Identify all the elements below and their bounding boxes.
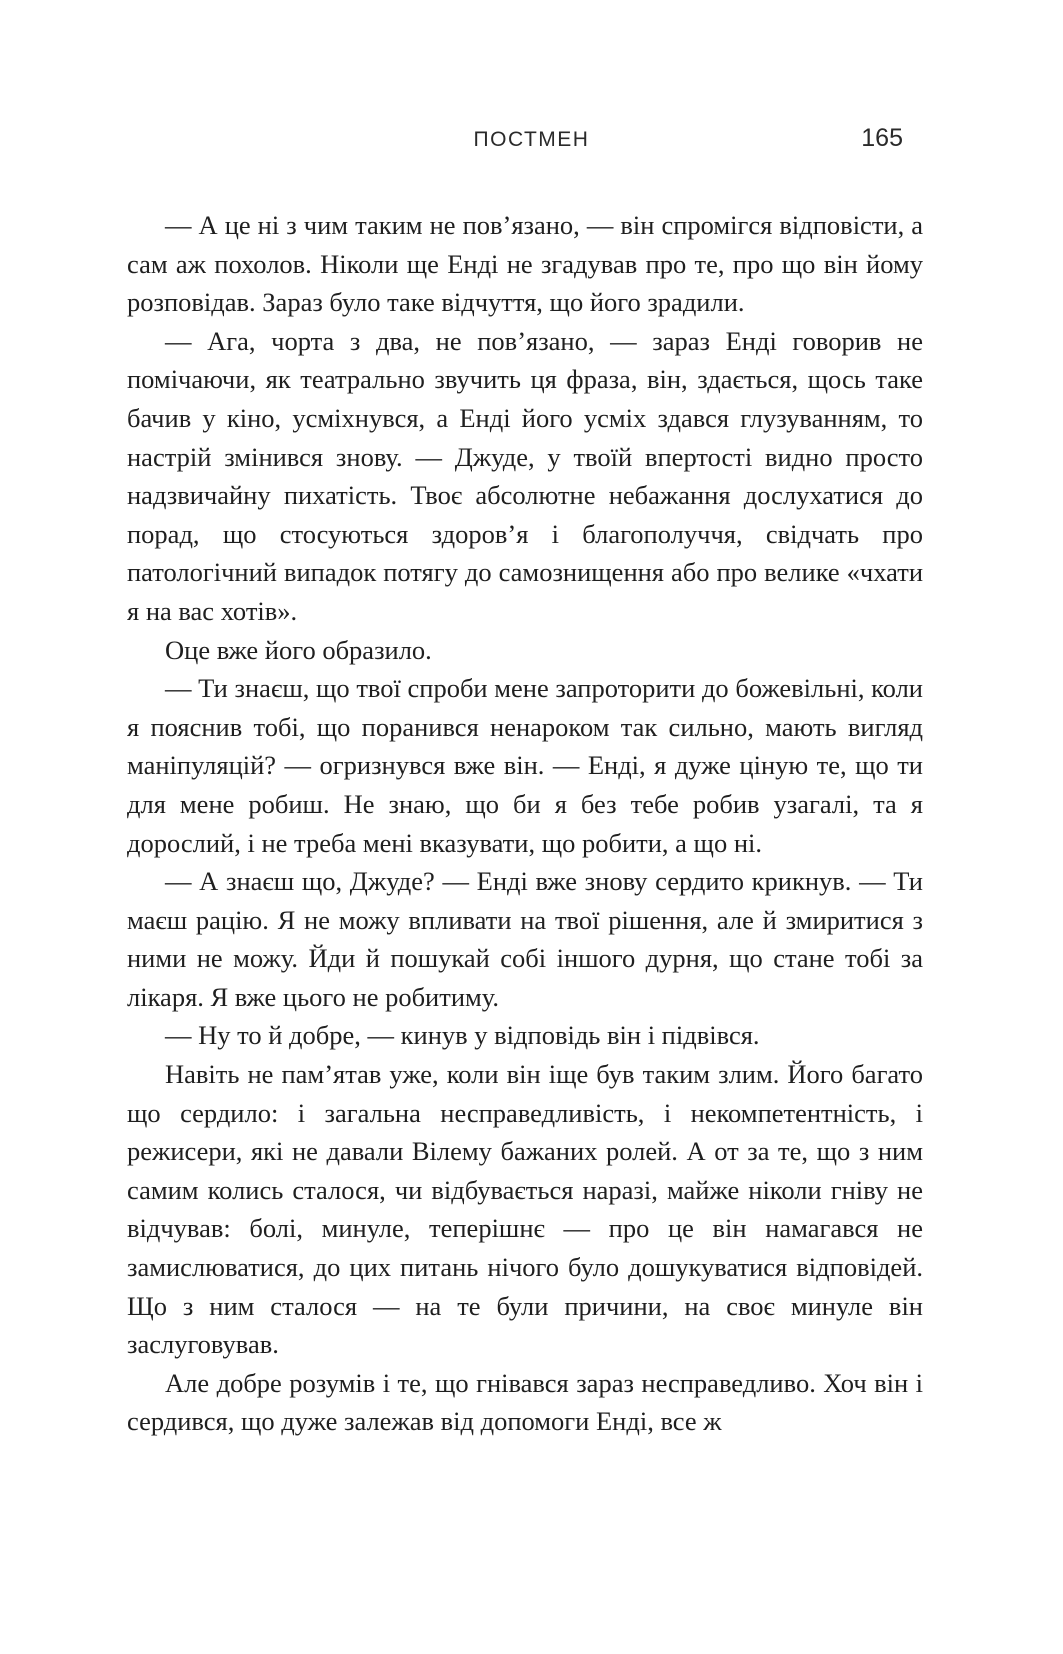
body-text [127,206,923,1441]
paragraph: — А це ні з чим таким не пов’язано, — він спромігся відповісти, а сам аж похолов. Ніколи ще Енді не згадував про те, про що він йому розповідав. Зараз було таке відчуття, що його зрадили. [127,210,923,318]
paragraph: — А знаєш що, Джуде? — Енді вже знову сердито крикнув. — Ти маєш рацію. Я не можу впливати на твої рішення, але й змиритися з ними не можу. Йди й пошукай собі іншого дурня, що стане тобі за лікаря. Я вже цього не робитиму. [127,866,923,1012]
running-title: ПОСТМЕН [473,128,590,151]
paragraph: — Ага, чорта з два, не пов’язано, — зараз Енді говорив не помічаючи, як театрально звучить ця фраза, він, здається, щось таке бачив у кіно, усміхнувся, а Енді його усміх здався глузуванням, то настрій змінився знову. — Джуде, у твоїй впертості видно просто надзвичайну пихатість. Твоє абсолютне небажання дослухатися до порад, що стосуються здоров’я і благополуччя, свідчать про патологічний випадок потягу до самознищення або про велике «чхати я на вас хотів». [127,325,923,626]
paragraph: Але добре розумів і те, що гнівався зараз несправедливо. Хоч він і сердився, що дуже залежав від допомоги Енді, все ж [127,1367,923,1437]
paragraph: — Ти знаєш, що твої спроби мене запроторити до божевільні, коли я пояснив тобі, що поранився ненароком так сильно, мають вигляд маніпуляцій? — огризнувся вже він. — Енді, я дуже ціную те, що ти для мене робиш. Не знаю, що би я без тебе робив узагалі, та я дорослий, і не треба мені вказувати, що робити, а що ні. [127,673,923,858]
paragraph: Оце вже його образило. [165,634,432,665]
page-number: 165 [861,124,903,152]
paragraph: Навіть не пам’ятав уже, коли він іще був таким злим. Його багато що сердило: і загальна несправедливість, і некомпетентність, і режисери, які не давали Вілему бажаних ролей. А от за те, що з ним самим колись сталося, чи відбувається наразі, майже ніколи гніву не відчував: болі, минуле, теперішнє — про це він намагався не замислюватися, до цих питань нічого було дошукуватися відповідей. Що з ним сталося — на те були причини, на своє минуле він заслуговував. [127,1059,923,1360]
paragraph: — Ну то й добре, — кинув у відповідь він і підвівся. [165,1020,760,1051]
